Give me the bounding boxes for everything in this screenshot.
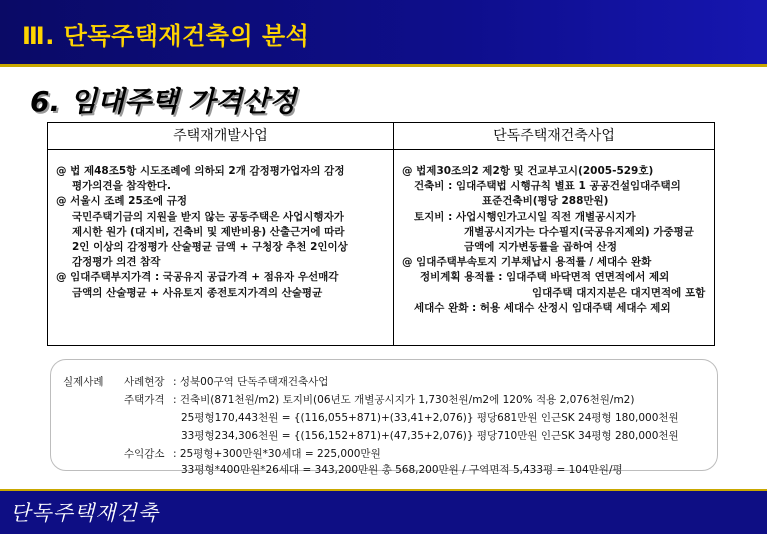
footer-bar [0,491,767,534]
loss-label: 수익감소 [124,448,165,460]
header-divider [0,64,767,67]
case-example-box [50,359,718,476]
text-line: @ 서울시 조례 25조에 규정 [56,195,188,208]
text-line: 제시한 원가 (대지비, 건축비 및 제반비용) 산출근거에 따라 [72,225,345,238]
site-value: : 성북00구역 단독주택재건축사업 [173,376,329,388]
text-line: 건축비 : 임대주택법 시행규칙 별표 1 공공건설임대주택의 [414,180,681,193]
price-line: 33평형234,306천원 = {(156,152+871)+(47,35+2,076)} 평당710만원 인근SK 34평형 280,000천원 [181,430,679,442]
footer-title: 단독주택재건축 [10,501,160,525]
reconstruction-heading: 단독주택재건축사업 [394,123,714,150]
reconstruction-body [394,150,714,316]
text-line: 국민주택기금의 지원을 받지 않는 공동주택은 사업시행자가 [72,210,344,223]
text-line: 금액의 산술평균 + 사유토지 종전토지가격의 산술평균 [72,286,323,299]
redevelopment-heading: 주택재개발사업 [48,123,393,150]
comparison-table [47,122,715,346]
header-title: Ⅲ. 단독주택재건축의 분석 [22,22,310,50]
site-label: 사례현장 [124,376,165,388]
text-line: @ 임대주택부속토지 기부채납시 용적률 / 세대수 완화 [402,256,652,269]
text-line: 정비계획 용적률 : 임대주택 바닥면적 연면적에서 제외 [420,271,670,284]
price-line: : 건축비(871천원/m2) 토지비(06년도 개별공시지가 1,730천원/m2에 120% 적용 2,076천원/m2) [173,394,635,406]
text-line: 세대수 완화 : 허용 세대수 산정시 임대주택 세대수 제외 [414,301,671,314]
reconstruction-column [394,123,714,345]
text-line: 감정평가 의견 참작 [72,256,161,269]
text-line: @ 법제30조의2 제2항 및 건교부고시(2005-529호) [402,165,654,177]
text-line: 금액에 지가변동률을 곱하여 산정 [464,241,617,254]
header-bar [0,0,767,66]
price-label: 주택가격 [124,394,165,406]
text-line: 표준건축비(평당 288만원) [482,195,609,208]
price-line: 25평형170,443천원 = {(116,055+871)+(33,41+2,076)} 평당681만원 인근SK 24평형 180,000천원 [181,412,679,424]
text-line: 평가의견을 참작한다. [72,180,171,193]
redevelopment-body [48,150,393,301]
text-line: 임대주택 대지지분은 대지면적에 포함 [532,286,706,299]
section-title: 6. 임대주택 가격산정 [30,85,297,118]
loss-line: 33평형*400만원*26세대 = 343,200만원 총 568,200만원 / 구역면적 5,433평 = 104만원/평 [181,464,623,476]
loss-line: : 25평형+300만원*30세대 = 225,000만원 [173,448,381,460]
redevelopment-column [48,123,394,345]
text-line: 2인 이상의 감정평가 산술평균 금액 + 구청장 추천 2인이상 [72,241,348,254]
text-line: @ 임대주택부지가격 : 국공유지 공급가격 + 점유자 우선매각 [56,271,339,284]
case-label: 실제사례 [63,376,104,388]
text-line: 개별공시지가는 다수필지(국공유지제외) 가중평균 [464,225,694,238]
text-line: @ 법 제48조5항 시도조례에 의하되 2개 감정평가업자의 감정 [56,165,345,177]
text-line: 토지비 : 사업시행인가고시일 직전 개별공시지가 [414,210,636,223]
